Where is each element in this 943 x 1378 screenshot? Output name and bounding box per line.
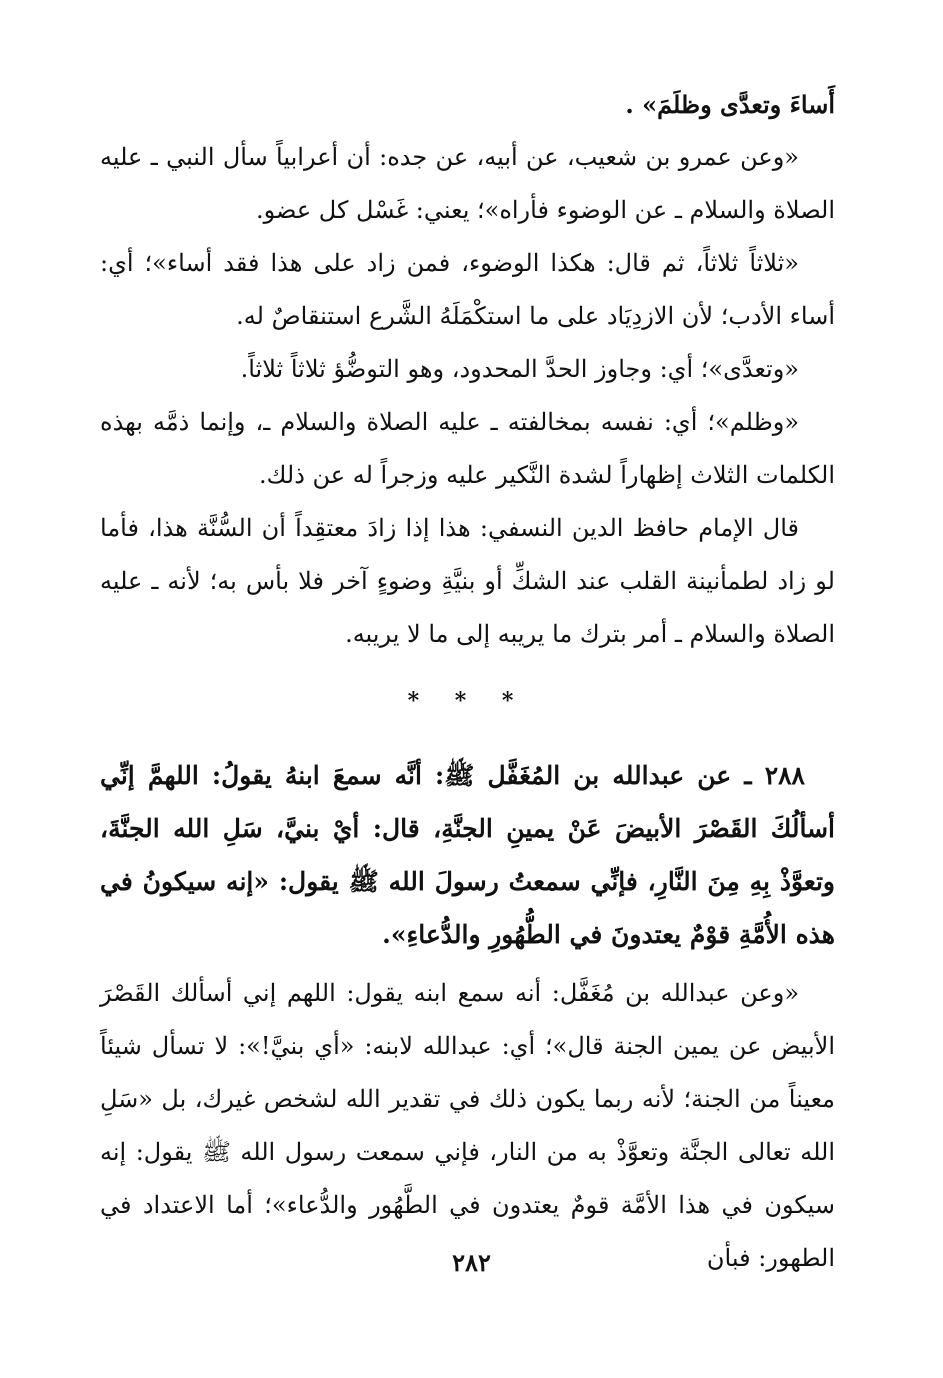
paragraph-amr-hadith: «وعن عمرو بن شعيب، عن أبيه، عن جده: أن أعرابياً سأل النبي ـ عليه الصلاة والسلام ـ عن الوضوء فأراه»؛ يعني: غَسْل كل عضو. [100,143,835,224]
paragraph-opening: أَساءَ وتعدَّى وظلَمَ» . [625,90,835,119]
paragraph-three-times: «ثلاثاً ثلاثاً، ثم قال: هكذا الوضوء، فمن زاد على هذا فقد أساء»؛ أي: أساء الأدب؛ لأن الازدِيَاد على ما استكْمَلَهُ الشَّرع استنقاصٌ له. [100,249,835,330]
section-divider: * * * [407,688,528,714]
paragraph-nasafi: قال الإمام حافظ الدين النسفي: هذا إذا زادَ معتقِداً أن السُّنَّة هذا، فأما لو زاد لطمأنينة القلب عند الشكِّ أو بنيَّةِ وضوءٍ آخر فلا بأس به؛ لأنه ـ عليه الصلاة والسلام ـ أمر بترك ما يريبه إلى ما لا يريبه. [100,514,835,648]
hadith-288: ٢٨٨ ـ عن عبدالله بن المُغَفَّل ﷺ: أنَّه سمعَ ابنهُ يقولُ: اللهمَّ إنِّي أسألُكَ القَصْرَ الأبيضَ عَنْ يمينِ الجنَّةِ، قال: أيْ بنيَّ، سَلِ الله الجنَّةَ، وتعوَّذْ بِهِ مِنَ النَّارِ، فإنِّي سمعتُ رسولَ الله ﷺ يقول: «إنه سيكونُ في هذه الأُمَّةِ قوْمٌ يعتدونَ في الطُّهُورِ والدُّعاءِ». [100,761,835,949]
page-body [100,78,835,1285]
paragraph-transgressed: «وتعدَّى»؛ أي: وجاوز الحدَّ المحدود، وهو التوضُّؤ ثلاثاً ثلاثاً. [240,355,799,383]
paragraph-commentary: «وعن عبدالله بن مُغَفَّل: أنه سمع ابنه يقول: اللهم إني أسألك القَصْرَ الأبيض عن يمين الجنة قال»؛ أي: عبدالله لابنه: «أي بنيَّ!»: لا تسأل شيئاً معيناً من الجنة؛ لأنه ربما يكون ذلك في تقدير الله لشخص غيرك، بل «سَلِ الله تعالى الجنَّة وتعوَّذْ به من النار، فإني سمعت رسول الله ﷺ يقول: إنه سيكون في هذا الأمَّة قومٌ يعتدون في الطَّهُور والدُّعاء»؛ أما الاعتداد في الطهور: فبأن [100,979,835,1272]
paragraph-wronged: «وظلم»؛ أي: نفسه بمخالفته ـ عليه الصلاة والسلام ـ، وإنما ذمَّه بهذه الكلمات الثلاث إظهاراً لشدة النَّكير عليه وزجراً له عن ذلك. [100,408,835,489]
page-number: ٢٨٢ [452,1248,491,1277]
